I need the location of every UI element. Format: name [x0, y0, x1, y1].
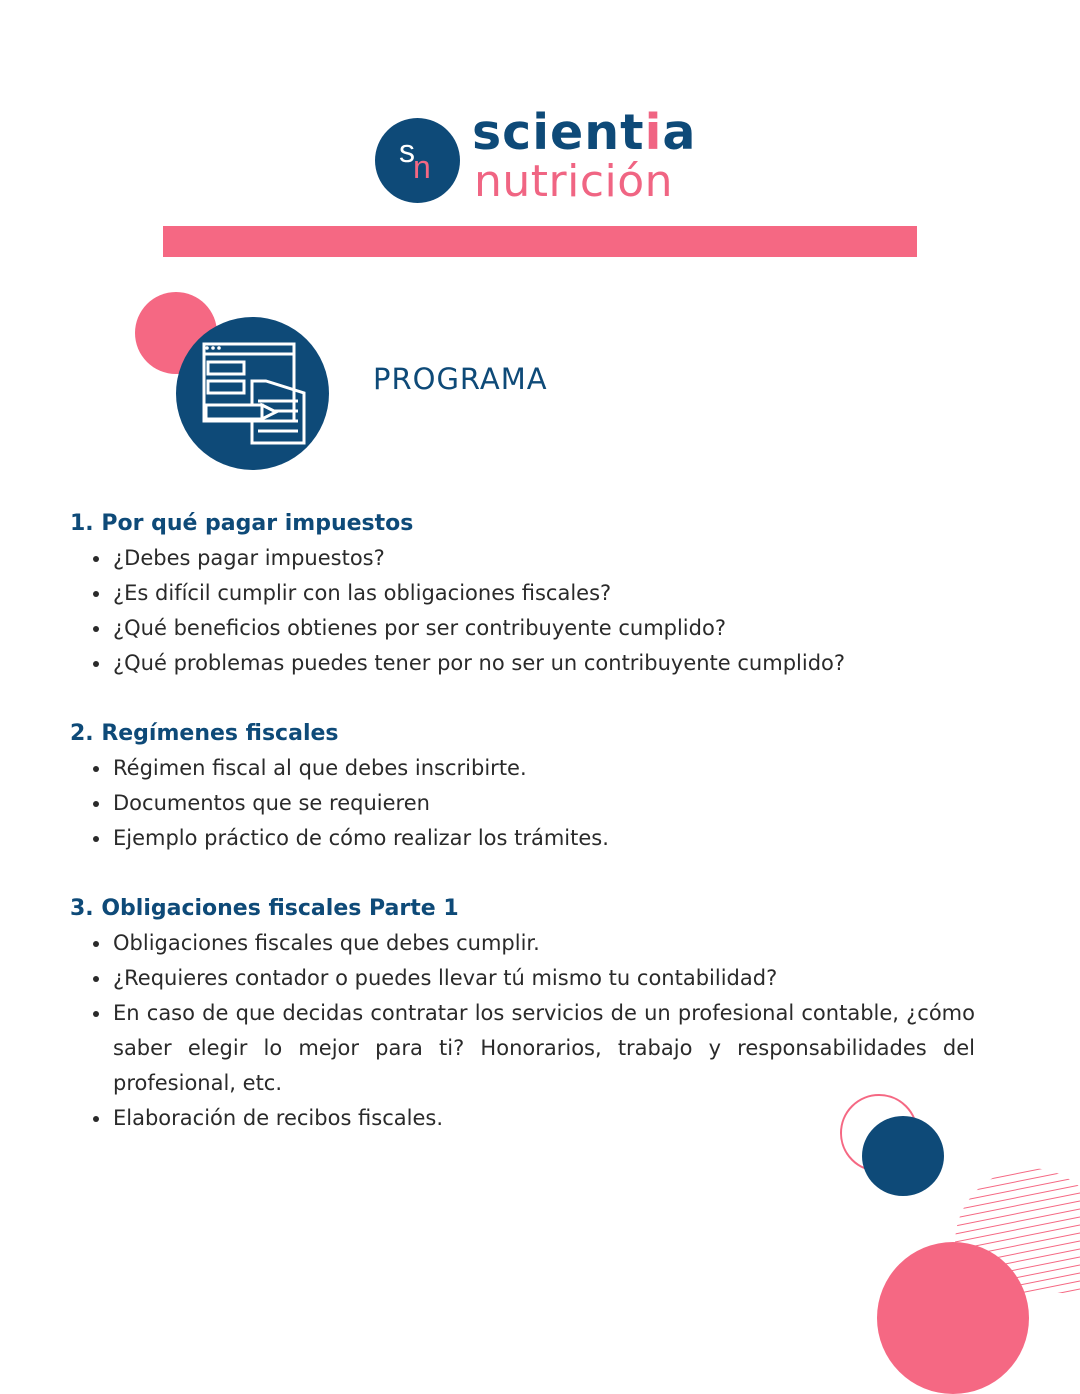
header-divider-bar [163, 226, 917, 257]
list-item: Documentos que se requieren [113, 786, 975, 821]
brand-logo [375, 104, 705, 208]
section-title: 2. Regímenes fiscales [70, 721, 339, 746]
list-item: ¿Qué problemas puedes tener por no ser un contribuyente cumplido? [113, 646, 975, 681]
page-title: PROGRAMA [373, 362, 548, 396]
section-title: 3. Obligaciones fiscales Parte 1 [70, 896, 459, 921]
logo-monogram-badge [375, 118, 460, 203]
logo-wordmark-nutricion: nutrición [474, 156, 674, 207]
section-2 [70, 716, 975, 856]
logo-wordmark-scientia: scientia [472, 104, 697, 161]
list-item: En caso de que decidas contratar los servicios de un profesional contable, ¿cómo saber elegir lo mejor para ti? Honorarios, trabajo y responsabilidades del profesional, etc. [113, 996, 975, 1101]
svg-text:s: s [399, 133, 415, 169]
list-item: ¿Debes pagar impuestos? [113, 541, 975, 576]
list-item: Obligaciones fiscales que debes cumplir. [113, 926, 975, 961]
sn-monogram-icon [375, 118, 460, 203]
decorative-navy-circle [862, 1116, 944, 1196]
document-pencil-icon [176, 317, 329, 470]
list-item: Ejemplo práctico de cómo realizar los trámites. [113, 821, 975, 856]
section-list [70, 751, 975, 856]
list-item: ¿Requieres contador o puedes llevar tú mismo tu contabilidad? [113, 961, 975, 996]
section-list [70, 926, 975, 1136]
decorative-pink-circle-large [877, 1242, 1029, 1394]
list-item: Elaboración de recibos fiscales. [113, 1101, 975, 1136]
section-1 [70, 506, 975, 681]
program-icon-badge [176, 317, 329, 470]
list-item: ¿Es difícil cumplir con las obligaciones fiscales? [113, 576, 975, 611]
section-list [70, 541, 975, 681]
section-title: 1. Por qué pagar impuestos [70, 511, 414, 536]
list-item: Régimen fiscal al que debes inscribirte. [113, 751, 975, 786]
section-3 [70, 891, 975, 1136]
program-content [70, 506, 975, 1171]
svg-text:n: n [413, 149, 431, 185]
list-item: ¿Qué beneficios obtienes por ser contribuyente cumplido? [113, 611, 975, 646]
